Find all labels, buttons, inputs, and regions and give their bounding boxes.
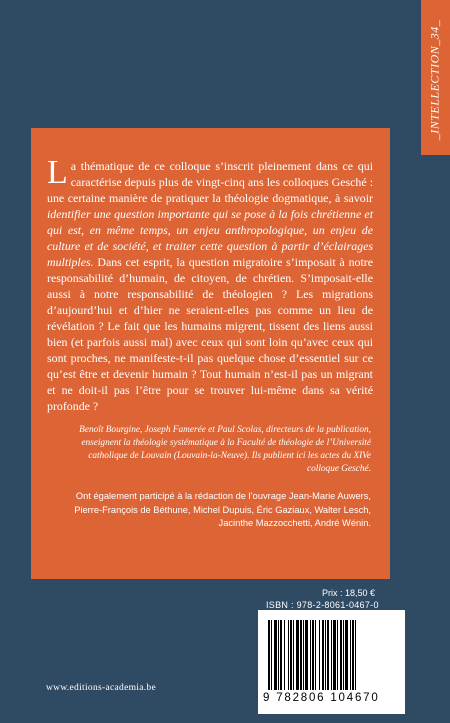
publisher-website: www.editions-academia.be bbox=[46, 683, 156, 693]
barcode-bar bbox=[350, 620, 351, 690]
barcode-bar bbox=[327, 620, 329, 690]
barcode-bar bbox=[352, 620, 354, 690]
blurb-italic: identifier une question importante qui se pose à la fois chrétienne et qui est, en même temps, un enjeu anthropologique, un enjeu de culture et de société, et traiter cette question à partir d’éclairages multiples. bbox=[47, 207, 373, 269]
barcode-bar bbox=[310, 620, 311, 690]
blurb-part-1: a thématique de ce colloque s’inscrit pleinement dans ce qui caractérise depuis plus de vingt-cinq ans les colloques Gesché : une certaine manière de pratiquer la théologie dogmatique, à savoir bbox=[47, 159, 373, 205]
barcode-bar bbox=[296, 620, 299, 690]
barcode-bar bbox=[303, 620, 304, 690]
series-label: _INTELLECTION_34_ bbox=[427, 19, 442, 141]
price-label: Prix : 18,50 € bbox=[322, 588, 376, 598]
barcode-bar bbox=[293, 620, 294, 690]
contributors-note: Ont également participé à la rédaction de l’ouvrage Jean-Marie Auwers, Pierre-François de Béthune, Michel Dupuis, Éric Gaziaux, Walter Lesch, Jacinthe Mazzocchetti, André Wénin. bbox=[74, 491, 371, 528]
barcode-bar bbox=[340, 620, 342, 690]
barcode-bar bbox=[315, 620, 316, 690]
barcode-bar bbox=[333, 620, 336, 690]
barcode-bar bbox=[319, 620, 320, 690]
barcode-bar bbox=[345, 620, 348, 690]
barcode-bar bbox=[337, 620, 338, 690]
directors-note: Benoît Bourgine, Joseph Famerée et Paul Scolas, directeurs de la publication, enseignent la théologie systématique à la Faculté de théologie de l’Université catholique de Louvain (Louvain-la-Neuve). Ils publient ici les actes du XIVe colloque Gesché. bbox=[79, 425, 371, 474]
barcode-bar bbox=[274, 620, 277, 690]
barcode-bar bbox=[322, 620, 324, 690]
barcode-bar bbox=[343, 620, 344, 690]
barcode-bar bbox=[278, 620, 279, 690]
barcode-digits: 9 782806 104670 bbox=[263, 692, 380, 704]
dropcap-letter: L bbox=[47, 154, 68, 191]
barcode-bar bbox=[280, 620, 282, 690]
barcode-bar bbox=[268, 620, 270, 690]
barcode-bar bbox=[355, 620, 356, 690]
barcode-bar bbox=[305, 620, 308, 690]
barcode-bar bbox=[290, 620, 292, 690]
barcode-bar bbox=[300, 620, 302, 690]
barcode-bar bbox=[331, 620, 332, 690]
barcode-bar bbox=[288, 620, 289, 690]
blurb-text bbox=[47, 154, 373, 414]
barcode-bar bbox=[312, 620, 314, 690]
barcode-icon bbox=[268, 620, 396, 692]
barcode-bar bbox=[325, 620, 326, 690]
blurb-part-2: Dans cet esprit, la question migratoire s’imposait à notre responsabilité d’humain, de citoyen, de chrétien. S’imposait-elle aussi à notre responsabilité de théologien ? Les migrations d’aujourd’hui et d’hier ne seraient-elles pas comme un lieu de révélation ? Le fait que les humains migrent, tissent des liens aussi bien (et parfois aussi mal) avec ceux qui sont loin qu’avec ceux qui sont proches, ne manifeste-t-il pas quelque chose d’essentiel sur ce qu’est être et devenir humain ? Tout humain n’est-il pas un migrant et ne doit-il pas l’être pour se trouver lui-même dans sa vérité profonde ? bbox=[47, 255, 373, 413]
isbn-label: ISBN : 978-2-8061-0467-0 bbox=[266, 600, 379, 610]
barcode-bar bbox=[271, 620, 272, 690]
barcode-bar bbox=[284, 620, 285, 690]
